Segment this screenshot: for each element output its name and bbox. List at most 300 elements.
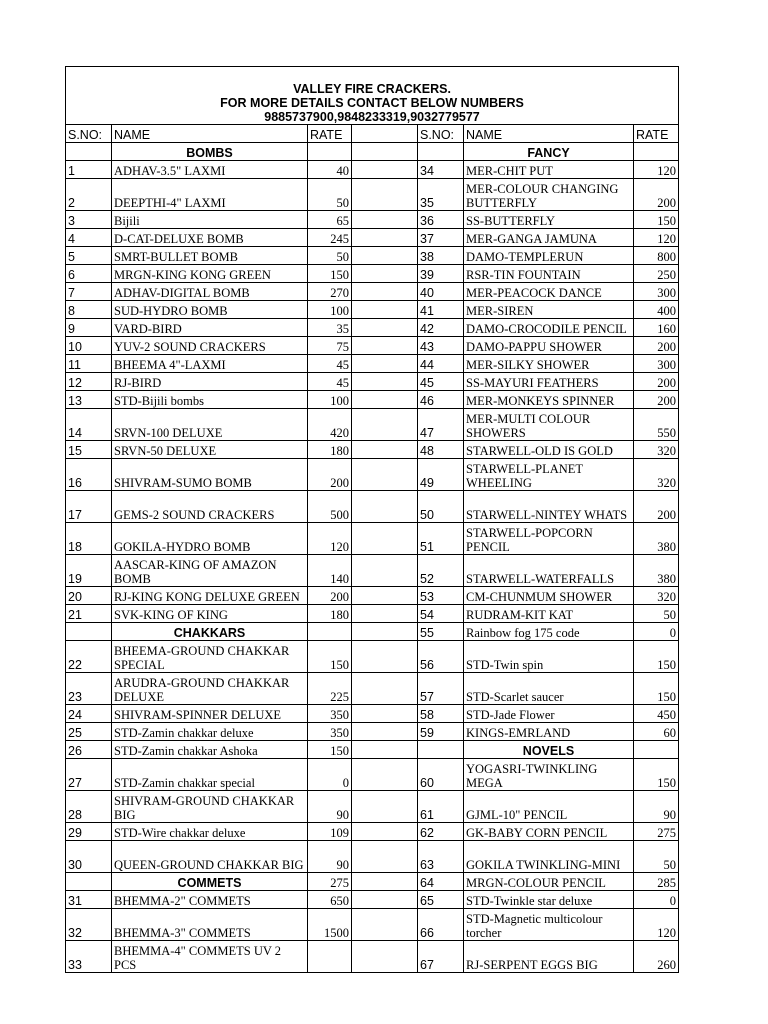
section-heading: BOMBS (112, 143, 308, 161)
item-name-cell: STD-Zamin chakkar Ashoka (112, 741, 308, 759)
sno-cell: 39 (418, 265, 464, 283)
table-row (66, 491, 679, 523)
table-row (66, 265, 679, 283)
table-row (66, 605, 679, 623)
sno-cell: 28 (66, 791, 112, 823)
rate-cell: 120 (308, 523, 352, 555)
spacer-cell (352, 823, 418, 841)
table-row (66, 555, 679, 587)
sno-cell: 18 (66, 523, 112, 555)
table-row (66, 523, 679, 555)
table-row (66, 229, 679, 247)
spacer-cell (352, 409, 418, 441)
spacer-cell (352, 705, 418, 723)
col-name-header: NAME (464, 125, 634, 143)
rate-cell: 90 (308, 791, 352, 823)
sno-cell: 59 (418, 723, 464, 741)
rate-cell: 225 (308, 673, 352, 705)
rate-cell: 0 (634, 623, 679, 641)
rate-cell: 109 (308, 823, 352, 841)
table-row (66, 623, 679, 641)
spacer-cell (352, 673, 418, 705)
spacer-cell (352, 265, 418, 283)
table-row (66, 337, 679, 355)
sno-cell: 41 (418, 301, 464, 319)
sno-cell: 35 (418, 179, 464, 211)
spacer-cell (352, 247, 418, 265)
item-name-cell: BHEMMA-3" COMMETS (112, 909, 308, 941)
spacer-cell (352, 587, 418, 605)
table-row (66, 823, 679, 841)
sno-cell: 13 (66, 391, 112, 409)
rate-cell: 200 (308, 459, 352, 491)
col-sno-header: S.NO: (66, 125, 112, 143)
item-name-cell: MER-SILKY SHOWER (464, 355, 634, 373)
rate-cell: 200 (634, 491, 679, 523)
section-heading: FANCY (464, 143, 634, 161)
rate-cell: 245 (308, 229, 352, 247)
item-name-cell: MRGN-KING KONG GREEN (112, 265, 308, 283)
item-name-cell: BHEMMA-2" COMMETS (112, 891, 308, 909)
rate-cell: 150 (308, 641, 352, 673)
spacer-cell (352, 283, 418, 301)
spacer-cell (352, 143, 418, 161)
rate-cell: 550 (634, 409, 679, 441)
rate-cell: 200 (634, 391, 679, 409)
spacer-cell (352, 373, 418, 391)
rate-cell: 500 (308, 491, 352, 523)
spacer-cell (352, 229, 418, 247)
rate-cell: 45 (308, 373, 352, 391)
item-name-cell: SHIVRAM-SUMO BOMB (112, 459, 308, 491)
item-name-cell: RSR-TIN FOUNTAIN (464, 265, 634, 283)
table-row (66, 211, 679, 229)
rate-cell: 150 (308, 741, 352, 759)
item-name-cell: BHEEMA 4"-LAXMI (112, 355, 308, 373)
rate-cell: 380 (634, 523, 679, 555)
rate-cell (308, 143, 352, 161)
spacer-cell (352, 337, 418, 355)
item-name-cell: STD-Twin spin (464, 641, 634, 673)
rate-cell: 65 (308, 211, 352, 229)
item-name-cell: GEMS-2 SOUND CRACKERS (112, 491, 308, 523)
rate-cell: 350 (308, 705, 352, 723)
sno-cell: 29 (66, 823, 112, 841)
sno-cell: 44 (418, 355, 464, 373)
item-name-cell: STD-Wire chakkar deluxe (112, 823, 308, 841)
rate-cell: 200 (634, 373, 679, 391)
sno-cell: 65 (418, 891, 464, 909)
rate-cell: 420 (308, 409, 352, 441)
item-name-cell: STARWELL-POPCORN PENCIL (464, 523, 634, 555)
rate-cell: 150 (308, 265, 352, 283)
rate-cell: 200 (634, 337, 679, 355)
spacer-cell (352, 605, 418, 623)
sno-cell: 47 (418, 409, 464, 441)
spacer-cell (352, 909, 418, 941)
sno-cell: 53 (418, 587, 464, 605)
column-header-row (66, 125, 679, 143)
item-name-cell: GJML-10" PENCIL (464, 791, 634, 823)
sno-cell: 36 (418, 211, 464, 229)
sno-cell: 60 (418, 759, 464, 791)
item-name-cell: STD-Bijili bombs (112, 391, 308, 409)
item-name-cell: SHIVRAM-GROUND CHAKKAR BIG (112, 791, 308, 823)
sno-cell: 57 (418, 673, 464, 705)
table-row (66, 301, 679, 319)
item-name-cell: SMRT-BULLET BOMB (112, 247, 308, 265)
rate-cell: 160 (634, 319, 679, 337)
item-name-cell: STARWELL-WATERFALLS (464, 555, 634, 587)
table-row (66, 741, 679, 759)
item-name-cell: GOKILA TWINKLING-MINI (464, 841, 634, 873)
contact-heading: FOR MORE DETAILS CONTACT BELOW NUMBERS (220, 96, 524, 110)
table-row (66, 705, 679, 723)
sno-cell: 67 (418, 941, 464, 973)
sno-cell: 34 (418, 161, 464, 179)
spacer-cell (352, 459, 418, 491)
sno-cell: 62 (418, 823, 464, 841)
item-name-cell: STD-Zamin chakkar special (112, 759, 308, 791)
item-name-cell: DAMO-PAPPU SHOWER (464, 337, 634, 355)
table-row (66, 759, 679, 791)
sno-cell: 3 (66, 211, 112, 229)
item-name-cell: RJ-BIRD (112, 373, 308, 391)
table-row (66, 791, 679, 823)
sno-cell: 24 (66, 705, 112, 723)
item-name-cell: QUEEN-GROUND CHAKKAR BIG (112, 841, 308, 873)
table-row (66, 873, 679, 891)
sno-cell: 11 (66, 355, 112, 373)
item-name-cell: MER-SIREN (464, 301, 634, 319)
rate-cell: 150 (634, 673, 679, 705)
rate-cell: 800 (634, 247, 679, 265)
spacer-cell (352, 319, 418, 337)
item-name-cell: STARWELL-OLD IS GOLD (464, 441, 634, 459)
item-name-cell: GOKILA-HYDRO BOMB (112, 523, 308, 555)
item-name-cell: STARWELL-NINTEY WHATS (464, 491, 634, 523)
rate-cell: 200 (308, 587, 352, 605)
spacer-cell (352, 555, 418, 587)
sno-cell: 27 (66, 759, 112, 791)
table-row (66, 941, 679, 973)
item-name-cell: RJ-KING KONG DELUXE GREEN (112, 587, 308, 605)
sno-cell (66, 143, 112, 161)
item-name-cell: YOGASRI-TWINKLING MEGA (464, 759, 634, 791)
sno-cell (418, 143, 464, 161)
sno-cell: 51 (418, 523, 464, 555)
table-row (66, 587, 679, 605)
item-name-cell: AASCAR-KING OF AMAZON BOMB (112, 555, 308, 587)
sno-cell: 33 (66, 941, 112, 973)
sno-cell: 5 (66, 247, 112, 265)
spacer-cell (352, 301, 418, 319)
table-row (66, 409, 679, 441)
contact-numbers: 9885737900,9848233319,9032779577 (264, 110, 480, 124)
sno-cell: 19 (66, 555, 112, 587)
rate-cell: 150 (634, 759, 679, 791)
rate-cell: 40 (308, 161, 352, 179)
item-name-cell: MER-GANGA JAMUNA (464, 229, 634, 247)
sno-cell: 4 (66, 229, 112, 247)
table-row (66, 179, 679, 211)
sno-cell: 52 (418, 555, 464, 587)
rate-cell: 300 (634, 283, 679, 301)
sno-cell: 45 (418, 373, 464, 391)
table-row (66, 355, 679, 373)
col-rate-header: RATE (634, 125, 679, 143)
rate-cell (308, 941, 352, 973)
sno-cell: 38 (418, 247, 464, 265)
section-heading: CHAKKARS (112, 623, 308, 641)
item-name-cell: STD-Zamin chakkar deluxe (112, 723, 308, 741)
item-name-cell: MER-COLOUR CHANGING BUTTERFLY (464, 179, 634, 211)
sno-cell: 2 (66, 179, 112, 211)
item-name-cell: STARWELL-PLANET WHEELING (464, 459, 634, 491)
rate-cell: 350 (308, 723, 352, 741)
rate-cell: 60 (634, 723, 679, 741)
item-name-cell: GK-BABY CORN PENCIL (464, 823, 634, 841)
spacer-cell (352, 841, 418, 873)
rate-cell: 285 (634, 873, 679, 891)
spacer-cell (352, 741, 418, 759)
spacer-cell (352, 441, 418, 459)
item-name-cell: KINGS-EMRLAND (464, 723, 634, 741)
sheet-header (66, 67, 679, 125)
sno-cell: 58 (418, 705, 464, 723)
sno-cell: 42 (418, 319, 464, 337)
rate-cell: 180 (308, 605, 352, 623)
item-name-cell: MRGN-COLOUR PENCIL (464, 873, 634, 891)
rate-cell: 250 (634, 265, 679, 283)
rate-cell: 90 (308, 841, 352, 873)
rate-cell: 120 (634, 909, 679, 941)
sno-cell: 55 (418, 623, 464, 641)
col-rate-header: RATE (308, 125, 352, 143)
item-name-cell: RUDRAM-KIT KAT (464, 605, 634, 623)
item-name-cell: SRVN-50 DELUXE (112, 441, 308, 459)
spacer-cell (352, 391, 418, 409)
rate-cell: 50 (308, 247, 352, 265)
sno-cell: 21 (66, 605, 112, 623)
rate-cell: 120 (634, 229, 679, 247)
rate-cell (308, 623, 352, 641)
rate-cell: 50 (308, 179, 352, 211)
rate-cell: 45 (308, 355, 352, 373)
spacer-cell (352, 523, 418, 555)
sno-cell: 50 (418, 491, 464, 523)
spacer-cell (352, 759, 418, 791)
rate-cell: 650 (308, 891, 352, 909)
sno-cell: 54 (418, 605, 464, 623)
table-row (66, 673, 679, 705)
sno-cell: 43 (418, 337, 464, 355)
spacer-cell (352, 355, 418, 373)
sno-cell: 15 (66, 441, 112, 459)
table-row (66, 441, 679, 459)
sno-cell: 30 (66, 841, 112, 873)
item-name-cell: MER-CHIT PUT (464, 161, 634, 179)
item-name-cell: CM-CHUNMUM SHOWER (464, 587, 634, 605)
rate-cell: 100 (308, 301, 352, 319)
col-name-header: NAME (112, 125, 308, 143)
rate-cell: 320 (634, 587, 679, 605)
rate-cell: 300 (634, 355, 679, 373)
table-row (66, 373, 679, 391)
item-name-cell: D-CAT-DELUXE BOMB (112, 229, 308, 247)
sno-cell: 49 (418, 459, 464, 491)
rate-cell: 0 (308, 759, 352, 791)
sno-cell: 7 (66, 283, 112, 301)
spacer-cell (352, 641, 418, 673)
sno-cell: 12 (66, 373, 112, 391)
sno-cell: 8 (66, 301, 112, 319)
table-row (66, 841, 679, 873)
spacer-cell (352, 125, 418, 143)
rate-cell: 450 (634, 705, 679, 723)
sno-cell: 6 (66, 265, 112, 283)
sno-cell: 66 (418, 909, 464, 941)
table-row (66, 391, 679, 409)
spacer-cell (352, 491, 418, 523)
section-heading: NOVELS (464, 741, 634, 759)
item-name-cell: MER-MONKEYS SPINNER (464, 391, 634, 409)
item-name-cell: DAMO-CROCODILE PENCIL (464, 319, 634, 337)
spacer-cell (352, 623, 418, 641)
rate-cell: 75 (308, 337, 352, 355)
rate-cell: 90 (634, 791, 679, 823)
rate-cell: 320 (634, 459, 679, 491)
sno-cell: 17 (66, 491, 112, 523)
item-name-cell: Bijili (112, 211, 308, 229)
item-name-cell: BHEMMA-4" COMMETS UV 2 PCS (112, 941, 308, 973)
sno-cell: 31 (66, 891, 112, 909)
sno-cell: 9 (66, 319, 112, 337)
rate-cell: 120 (634, 161, 679, 179)
shop-title: VALLEY FIRE CRACKERS. (293, 82, 451, 96)
sno-cell: 37 (418, 229, 464, 247)
sno-cell: 26 (66, 741, 112, 759)
item-name-cell: BHEEMA-GROUND CHAKKAR SPECIAL (112, 641, 308, 673)
rate-cell: 150 (634, 641, 679, 673)
rate-cell: 400 (634, 301, 679, 319)
item-name-cell: SRVN-100 DELUXE (112, 409, 308, 441)
spacer-cell (352, 161, 418, 179)
item-name-cell: SUD-HYDRO BOMB (112, 301, 308, 319)
table-row (66, 891, 679, 909)
rate-cell: 0 (634, 891, 679, 909)
spacer-cell (352, 211, 418, 229)
item-name-cell: SHIVRAM-SPINNER DELUXE (112, 705, 308, 723)
sno-cell: 14 (66, 409, 112, 441)
table-row (66, 247, 679, 265)
table-row (66, 143, 679, 161)
table-row (66, 459, 679, 491)
item-name-cell: MER-MULTI COLOUR SHOWERS (464, 409, 634, 441)
spacer-cell (352, 179, 418, 211)
rate-cell: 1500 (308, 909, 352, 941)
sno-cell: 61 (418, 791, 464, 823)
rate-cell: 200 (634, 179, 679, 211)
item-name-cell: MER-PEACOCK DANCE (464, 283, 634, 301)
table-row (66, 161, 679, 179)
col-sno-header: S.NO: (418, 125, 464, 143)
item-name-cell: ADHAV-DIGITAL BOMB (112, 283, 308, 301)
rate-cell: 380 (634, 555, 679, 587)
rate-cell: 35 (308, 319, 352, 337)
rate-cell: 50 (634, 841, 679, 873)
spacer-cell (352, 791, 418, 823)
rate-cell: 50 (634, 605, 679, 623)
item-name-cell: STD-Twinkle star deluxe (464, 891, 634, 909)
item-name-cell: SVK-KING OF KING (112, 605, 308, 623)
item-name-cell: SS-MAYURI FEATHERS (464, 373, 634, 391)
table-row (66, 283, 679, 301)
rate-cell: 150 (634, 211, 679, 229)
sno-cell: 56 (418, 641, 464, 673)
spacer-cell (352, 873, 418, 891)
sno-cell (66, 873, 112, 891)
sno-cell: 10 (66, 337, 112, 355)
sno-cell (418, 741, 464, 759)
sno-cell: 22 (66, 641, 112, 673)
sno-cell: 16 (66, 459, 112, 491)
spacer-cell (352, 891, 418, 909)
rate-cell: 260 (634, 941, 679, 973)
rate-cell: 100 (308, 391, 352, 409)
rate-cell (634, 741, 679, 759)
item-name-cell: VARD-BIRD (112, 319, 308, 337)
item-name-cell: STD-Scarlet saucer (464, 673, 634, 705)
sno-cell: 48 (418, 441, 464, 459)
sno-cell: 46 (418, 391, 464, 409)
item-name-cell: DAMO-TEMPLERUN (464, 247, 634, 265)
item-name-cell: ARUDRA-GROUND CHAKKAR DELUXE (112, 673, 308, 705)
sno-cell: 40 (418, 283, 464, 301)
sno-cell (66, 623, 112, 641)
sno-cell: 32 (66, 909, 112, 941)
rate-cell: 275 (634, 823, 679, 841)
section-heading: COMMETS (112, 873, 308, 891)
item-name-cell: Rainbow fog 175 code (464, 623, 634, 641)
rate-cell: 180 (308, 441, 352, 459)
item-name-cell: YUV-2 SOUND CRACKERS (112, 337, 308, 355)
table-row (66, 909, 679, 941)
sno-cell: 63 (418, 841, 464, 873)
sno-cell: 64 (418, 873, 464, 891)
spacer-cell (352, 723, 418, 741)
table-row (66, 319, 679, 337)
rate-cell: 270 (308, 283, 352, 301)
sno-cell: 1 (66, 161, 112, 179)
table-row (66, 723, 679, 741)
sno-cell: 25 (66, 723, 112, 741)
price-list-table (65, 66, 679, 973)
rate-cell (634, 143, 679, 161)
item-name-cell: RJ-SERPENT EGGS BIG (464, 941, 634, 973)
rate-cell: 140 (308, 555, 352, 587)
item-name-cell: STD-Magnetic multicolour torcher (464, 909, 634, 941)
sno-cell: 23 (66, 673, 112, 705)
item-name-cell: STD-Jade Flower (464, 705, 634, 723)
spacer-cell (352, 941, 418, 973)
item-name-cell: SS-BUTTERFLY (464, 211, 634, 229)
rate-cell: 275 (308, 873, 352, 891)
item-name-cell: DEEPTHI-4" LAXMI (112, 179, 308, 211)
item-name-cell: ADHAV-3.5" LAXMI (112, 161, 308, 179)
table-row (66, 641, 679, 673)
rate-cell: 320 (634, 441, 679, 459)
